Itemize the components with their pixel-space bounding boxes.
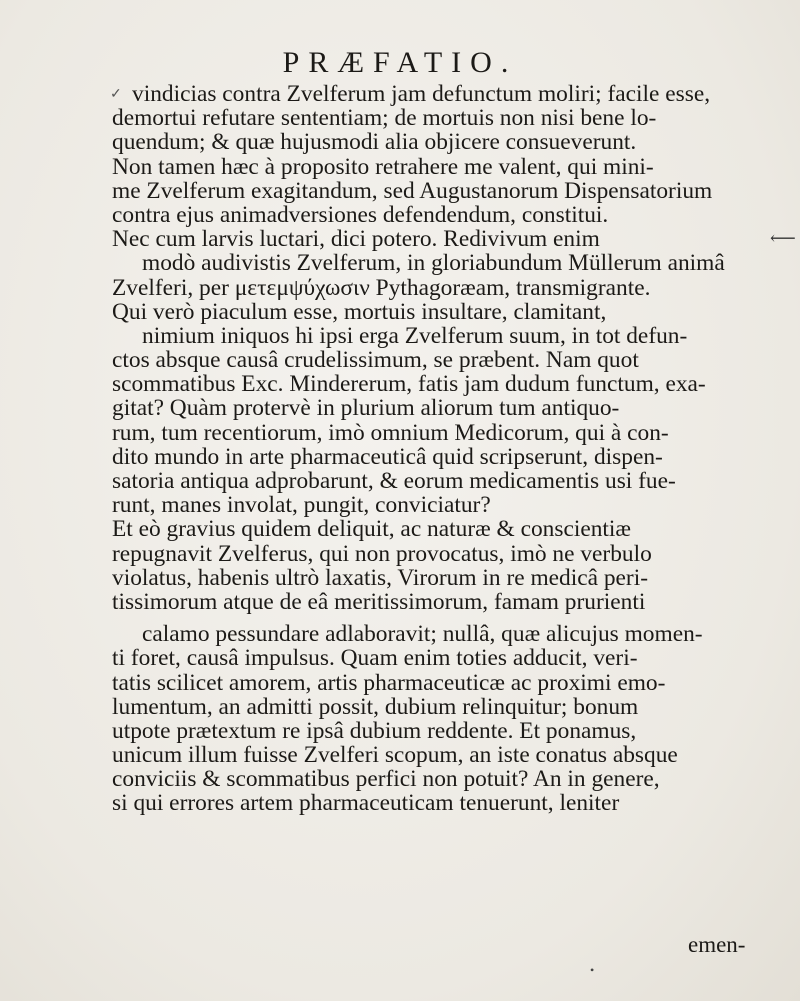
text-line: Non tamen hæc à proposito retrahere me valent, qui mini- bbox=[112, 153, 654, 180]
text-line bbox=[112, 816, 764, 840]
text-line: ctos absque causâ crudelissimum, se præbent. Nam quot bbox=[112, 347, 639, 374]
text-line: si qui errores artem pharmaceuticam tenuerunt, leniter bbox=[112, 790, 620, 817]
page-header: PRÆFATIO. bbox=[282, 46, 518, 79]
text-line: calamo pessundare adlaboravit; nullâ, quæ alicujus momen- bbox=[142, 621, 703, 648]
text-line bbox=[112, 937, 764, 961]
text-line bbox=[112, 840, 764, 864]
text-line: ti foret, causâ impulsus. Quam enim toties adducit, veri- bbox=[112, 645, 638, 672]
text-line: vindicias contra Zvelferum jam defunctum moliri; facile esse, bbox=[132, 81, 711, 107]
body-text bbox=[112, 82, 764, 961]
text-line: Et eò gravius quidem deliquit, ac naturæ & conscientiæ bbox=[112, 516, 632, 543]
text-line: tissimorum atque de eâ meritissimorum, famam prurienti bbox=[112, 588, 646, 615]
margin-arrow-icon: ⟵ bbox=[770, 228, 796, 248]
text-line: satoria antiqua adprobarunt, & eorum medicamentis usi fue- bbox=[112, 468, 676, 494]
text-line: violatus, habenis ultrò laxatis, Virorum in re medicâ peri- bbox=[112, 564, 649, 591]
text-line: scommatibus Exc. Mindererum, fatis jam dudum functum, exa- bbox=[112, 371, 706, 398]
text-line: Qui verò piaculum esse, mortuis insultare, clamitant, bbox=[112, 298, 607, 325]
text-line: Zvelferi, per μετεμψύχωσιν Pythagoræam, transmigrante. bbox=[112, 274, 651, 301]
text-line bbox=[112, 864, 764, 888]
text-line: demortui refutare sententiam; de mortuis non nisi bene lo- bbox=[112, 105, 657, 132]
text-line: lumentum, an admitti possit, dubium relinquitur; bonum bbox=[112, 693, 639, 720]
catchword: emen- bbox=[688, 932, 746, 957]
text-line bbox=[112, 912, 764, 936]
text-line: utpote prætextum re ipsâ dubium reddente. Et ponamus, bbox=[112, 717, 637, 744]
text-line bbox=[112, 888, 764, 912]
text-line: tatis scilicet amorem, artis pharmaceuticæ ac proximi emo- bbox=[112, 669, 666, 696]
text-line: quendum; & quæ hujusmodi alia objicere consueverunt. bbox=[112, 129, 637, 156]
text-line: gitat? Quàm protervè in plurium aliorum tum antiquo- bbox=[112, 395, 620, 422]
text-line: unicum illum fuisse Zvelferi scopum, an iste conatus absque bbox=[112, 742, 678, 769]
text-line: modò audivistis Zvelferum, in gloriabundum Müllerum animâ bbox=[142, 250, 725, 277]
text-line: contra ejus animadversiones defendendum, constitui. bbox=[112, 201, 609, 228]
text-line: repugnavit Zvelferus, qui non provocatus, imò ne verbulo bbox=[112, 540, 652, 567]
text-line: runt, manes involat, pungit, conviciatur? bbox=[112, 492, 491, 519]
text-line: conviciis & scommatibus perfici non potuit? An in genere, bbox=[112, 766, 660, 793]
dot-mark-icon: • bbox=[590, 963, 595, 977]
text-line: Nec cum larvis luctari, dici potero. Redivivum enim bbox=[112, 226, 600, 253]
text-line: nimium iniquos hi ipsi erga Zvelferum suum, in tot defun- bbox=[142, 322, 688, 349]
margin-mark-icon: ✓ bbox=[110, 87, 122, 102]
text-line: me Zvelferum exagitandum, sed Augustanorum Dispensatorium bbox=[112, 177, 713, 204]
text-line: rum, tum recentiorum, imò omnium Medicorum, qui à con- bbox=[112, 419, 669, 446]
text-line: dito mundo in arte pharmaceuticâ quid scripserunt, dispen- bbox=[112, 443, 663, 470]
